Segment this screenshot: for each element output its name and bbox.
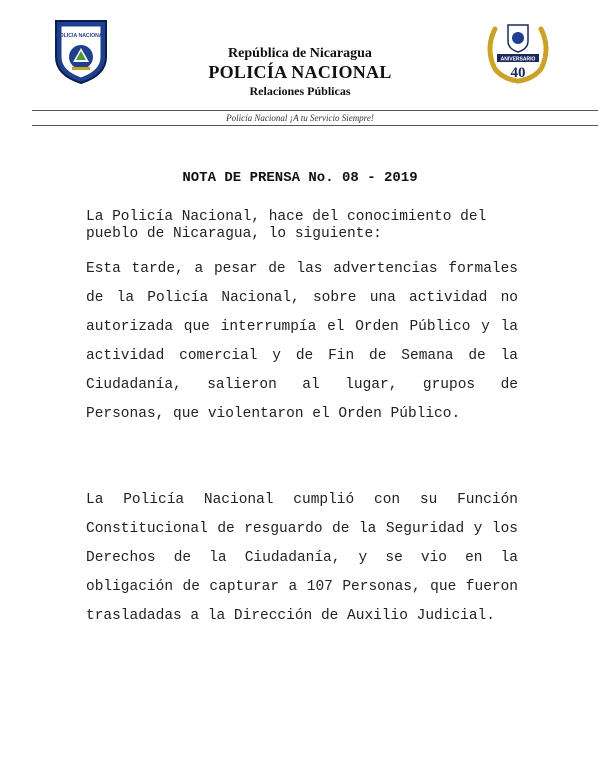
letterhead xyxy=(0,0,600,130)
svg-text:POLICIA NACIONAL: POLICIA NACIONAL xyxy=(56,33,106,39)
press-release-title: NOTA DE PRENSA No. 08 - 2019 xyxy=(182,170,418,186)
department-name: Relaciones Públicas xyxy=(249,84,351,98)
intro-text: La Policía Nacional, hace del conocimiento del pueblo de Nicaragua, lo siguiente: xyxy=(86,209,487,242)
organization-name: POLICÍA NACIONAL xyxy=(208,62,392,82)
header-divider-bottom xyxy=(32,125,598,126)
slogan: Policía Nacional ¡A tu Servicio Siempre! xyxy=(226,113,374,123)
country-name: República de Nicaragua xyxy=(228,46,372,61)
svg-text:40: 40 xyxy=(510,65,526,81)
body-paragraph-1: Esta tarde, a pesar de las advertencias formales de la Policía Nacional, sobre una actividad no autorizada que interrumpía el Orden Público y la actividad comercial y de Fin de Semana de la Ciudadanía, salieron al lugar, grupos de Personas, que violentaron el Orden Público. xyxy=(86,261,518,422)
svg-text:ANIVERSARIO: ANIVERSARIO xyxy=(500,56,536,63)
header-divider-top xyxy=(32,110,598,111)
body-paragraph-2: La Policía Nacional cumplió con su Función Constitucional de resguardo de la Seguridad y los Derechos de la Ciudadanía, y se vio en la obligación de capturar a 107 Personas, que fueron trasladadas a la Dirección de Auxilio Judicial. xyxy=(86,492,518,624)
